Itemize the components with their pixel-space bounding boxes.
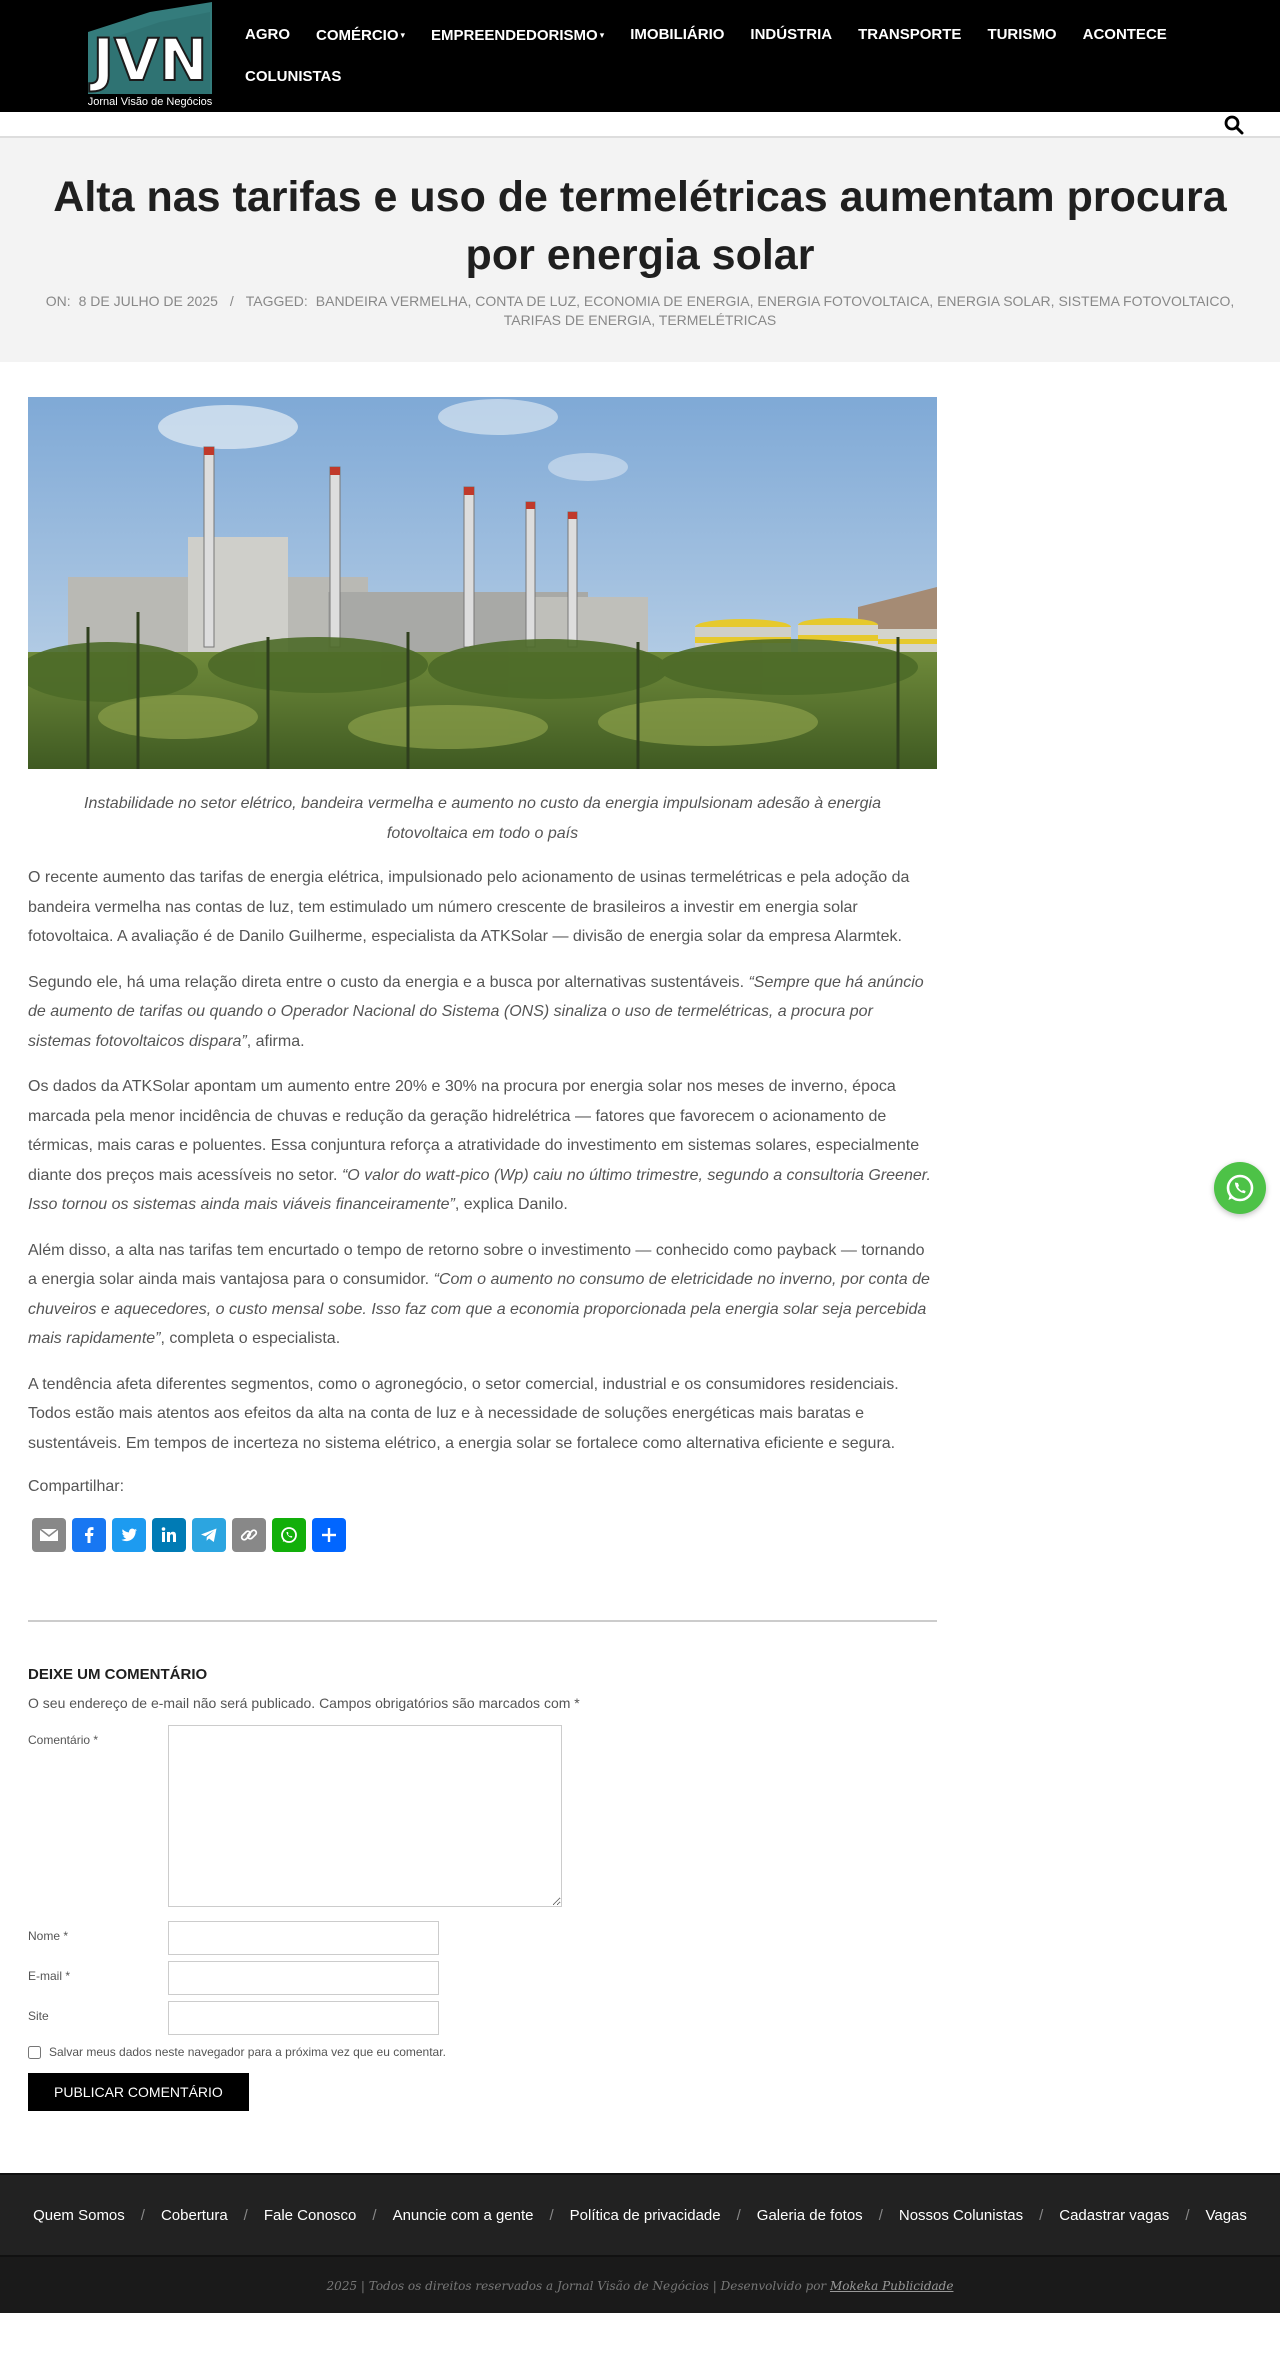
whatsapp-icon — [278, 1524, 300, 1546]
logo-letters: JVN — [92, 26, 208, 94]
save-data-label: Salvar meus dados neste navegador para a próxima vez que eu comentar. — [49, 2045, 446, 2059]
facebook-icon — [78, 1524, 100, 1546]
twitter-icon — [118, 1524, 140, 1546]
footer-link-anuncie[interactable]: Anuncie com a gente — [392, 2206, 534, 2224]
whatsapp-icon — [1222, 1170, 1258, 1206]
footer-link-colunistas[interactable]: Nossos Colunistas — [898, 2206, 1024, 2224]
copyright-text: 2025 | Todos os direitos reservados a Jornal Visão de Negócios | Desenvolvido por — [326, 2279, 830, 2293]
comment-note: O seu endereço de e-mail não será publicado. Campos obrigatórios são marcados com * — [28, 1695, 580, 1711]
post-meta — [40, 292, 1240, 330]
post-date[interactable]: 8 DE JULHO DE 2025 — [78, 293, 218, 309]
footer-separator: / — [140, 2206, 145, 2224]
paragraph-1: O recente aumento das tarifas de energia elétrica, impulsionado pelo acionamento de usinas termelétricas e pela adoção da bandeira vermelha nas contas de luz, tem estimulado um número crescente de brasileiros a investir em energia solar fotovoltaica. A avaliação é de Danilo Guilherme, especialista da ATKSolar — divisão de energia solar da empresa Alarmtek. — [28, 869, 910, 945]
footer-separator: / — [878, 2206, 883, 2224]
footer-link-quem-somos[interactable]: Quem Somos — [33, 2206, 125, 2224]
nav-item-empreendedorismo[interactable]: EMPREENDEDORISMO ▾ — [431, 27, 605, 44]
share-copy-link-button[interactable] — [232, 1518, 266, 1552]
power-plant-image — [28, 397, 937, 769]
nav-item-colunistas[interactable]: COLUNISTAS — [245, 68, 342, 85]
hero-image — [28, 397, 937, 769]
footer-separator: / — [372, 2206, 377, 2224]
footer-link-vagas[interactable]: Vagas — [1205, 2206, 1247, 2224]
footer-separator: / — [549, 2206, 554, 2224]
submit-comment-button[interactable]: PUBLICAR COMENTÁRIO — [28, 2073, 249, 2111]
tagged-label: TAGGED: — [245, 293, 308, 309]
share-label: Compartilhar: — [28, 1478, 125, 1495]
site-label: Site — [28, 2009, 49, 2023]
name-input[interactable] — [168, 1921, 439, 1955]
nav-item-acontece[interactable]: ACONTECE — [1082, 26, 1167, 43]
search-icon[interactable] — [1224, 115, 1244, 135]
comment-form-title: DEIXE UM COMENTÁRIO — [28, 1666, 208, 1683]
chevron-down-icon: ▾ — [400, 30, 406, 40]
search-bar — [0, 112, 1280, 138]
quote: “O valor do watt-pico (Wp) caiu no último trimestre, segundo a consultoria Greener. Isso tornou os sistemas ainda mais viáveis financeiramente” — [28, 1166, 931, 1213]
footer-separator: / — [736, 2206, 741, 2224]
page-title: Alta nas tarifas e uso de termelétricas aumentam procura por energia solar — [53, 173, 1227, 279]
share-whatsapp-button[interactable] — [272, 1518, 306, 1552]
share-linkedin-button[interactable] — [152, 1518, 186, 1552]
share-twitter-button[interactable] — [112, 1518, 146, 1552]
email-label: E-mail * — [28, 1969, 71, 1983]
telegram-icon — [198, 1524, 220, 1546]
footer-link-cadastrar-vagas[interactable]: Cadastrar vagas — [1059, 2206, 1170, 2224]
footer-link-galeria[interactable]: Galeria de fotos — [756, 2206, 863, 2224]
logo-text: Jornal Visão de Negócios — [87, 96, 213, 108]
share-more-button[interactable] — [312, 1518, 346, 1552]
linkedin-icon — [158, 1524, 180, 1546]
article — [28, 362, 937, 2111]
email-icon — [38, 1524, 60, 1546]
paragraph-3: Os dados da ATKSolar apontam um aumento entre 20% e 30% na procura por energia solar nos meses de inverno, época marcada pela menor incidência de chuvas e redução da geração hidrelétrica — fatores que favorecem o acionamento de térmicas, mais caras e poluentes. Essa conjuntura reforça a atratividade do investimento em sistemas solares, especialmente diante dos preços mais acessíveis no setor. “O valor do watt-pico (Wp) caiu no último trimestre, segundo a consultoria Greener. Isso tornou os sistemas ainda mais viáveis financeiramente”, explica Danilo. — [28, 1078, 931, 1213]
developer-link[interactable]: Mokeka Publicidade — [829, 2279, 954, 2293]
quote: “Sempre que há anúncio de aumento de tarifas ou quando o Operador Nacional do Sistema (ONS) sinaliza o uso de termelétricas, a procura por sistemas fotovoltaicos dispara” — [28, 973, 924, 1050]
share-buttons — [32, 1518, 937, 1552]
comment-label: Comentário * — [28, 1733, 99, 1747]
nav-item-comercio[interactable]: COMÉRCIO ▾ — [316, 27, 406, 44]
paragraph-4: Além disso, a alta nas tarifas tem encurtado o tempo de retorno sobre o investimento — conhecido como payback — tornando a energia solar ainda mais vantajosa para o consumidor. “Com o aumento no consumo de eletricidade no inverno, por conta de chuveiros e aquecedores, o custo mensal sobe. Isso faz com que a economia proporcionada pela energia solar seja percebida mais rapidamente”, completa o especialista. — [28, 1241, 930, 1347]
plus-icon — [318, 1524, 340, 1546]
nav-item-agro[interactable]: AGRO — [245, 26, 290, 43]
post-tags[interactable]: BANDEIRA VERMELHA, CONTA DE LUZ, ECONOMIA DE ENERGIA, ENERGIA FOTOVOLTAICA, ENERGIA SOLAR, SISTEMA FOTOVOLTAICO, TARIFAS DE ENERGIA, TERMELÉTRICAS — [315, 293, 1235, 328]
paragraph-2: Segundo ele, há uma relação direta entre o custo da energia e a busca por alternativas sustentáveis. “Sempre que há anúncio de aumento de tarifas ou quando o Operador Nacional do Sistema (ONS) sinaliza o uso de termelétricas, a procura por sistemas fotovoltaicos dispara”, afirma. — [28, 973, 924, 1050]
image-caption: Instabilidade no setor elétrico, bandeira vermelha e aumento no custo da energia impulsionam adesão à energia fotovoltaica em todo o país — [84, 795, 881, 842]
footer-separator: / — [243, 2206, 248, 2224]
email-row — [28, 1961, 937, 1995]
copyright — [0, 2255, 1280, 2313]
post-header — [0, 138, 1280, 362]
footer-nav — [0, 2175, 1280, 2255]
footer-link-privacidade[interactable]: Política de privacidade — [569, 2206, 721, 2224]
footer-separator: / — [1039, 2206, 1044, 2224]
comment-form — [28, 1666, 937, 2111]
nav-item-transporte[interactable]: TRANSPORTE — [858, 26, 962, 43]
divider — [28, 1620, 937, 1622]
comment-row — [28, 1725, 937, 1907]
name-row — [28, 1921, 937, 1955]
footer-separator: / — [1185, 2206, 1190, 2224]
copy-link-icon — [238, 1524, 260, 1546]
whatsapp-float-button[interactable] — [1214, 1162, 1266, 1214]
paragraph-5: A tendência afeta diferentes segmentos, como o agronegócio, o setor comercial, industrial e os consumidores residenciais. Todos estão mais atentos aos efeitos da alta na conta de luz e à necessidade de soluções energéticas mais baratas e sustentáveis. Em tempos de incerteza no sistema elétrico, a energia solar se fortalece como alternativa eficiente e segura. — [28, 1375, 899, 1452]
name-label: Nome * — [28, 1929, 69, 1943]
chevron-down-icon: ▾ — [599, 30, 605, 40]
nav-item-industria[interactable]: INDÚSTRIA — [750, 26, 833, 43]
comment-textarea[interactable] — [168, 1725, 562, 1907]
site-row — [28, 2001, 937, 2035]
email-input[interactable] — [168, 1961, 439, 1995]
nav-item-imobiliario[interactable]: IMOBILIÁRIO — [630, 26, 725, 43]
share-telegram-button[interactable] — [192, 1518, 226, 1552]
meta-separator: / — [229, 293, 234, 309]
share-email-button[interactable] — [32, 1518, 66, 1552]
footer-link-fale-conosco[interactable]: Fale Conosco — [263, 2206, 357, 2224]
share-facebook-button[interactable] — [72, 1518, 106, 1552]
site-header — [0, 0, 1280, 112]
site-footer — [0, 2173, 1280, 2313]
save-data-row — [28, 2045, 937, 2059]
save-data-checkbox[interactable] — [28, 2046, 41, 2059]
on-label: ON: — [45, 293, 71, 309]
main-nav — [232, 14, 1192, 98]
nav-item-turismo[interactable]: TURISMO — [987, 26, 1057, 43]
quote: “Com o aumento no consumo de eletricidade no inverno, por conta de chuveiros e aquecedores, o custo mensal sobe. Isso faz com que a economia proporcionada pela energia solar seja percebida mais rapidamente” — [28, 1271, 930, 1347]
footer-link-cobertura[interactable]: Cobertura — [160, 2206, 228, 2224]
logo-mark — [80, 2, 220, 94]
site-logo[interactable] — [76, 2, 224, 110]
site-input[interactable] — [168, 2001, 439, 2035]
